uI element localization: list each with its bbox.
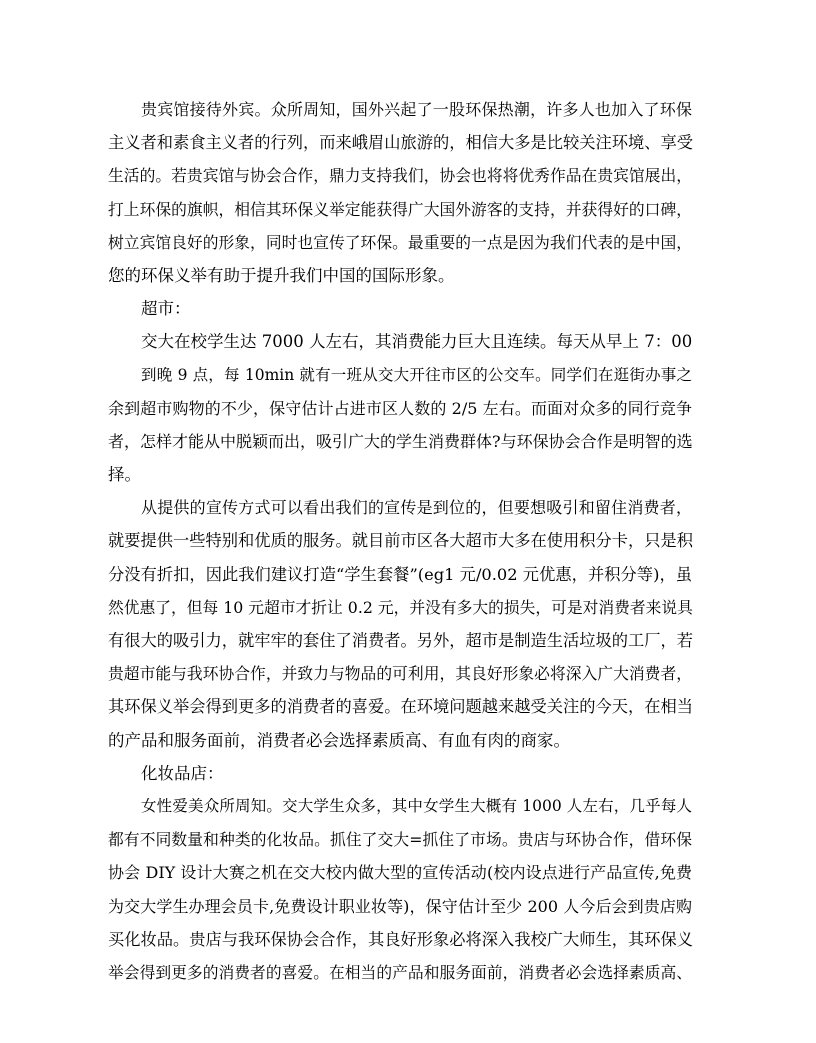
text-line: 买化妆品。贵店与我环保协会合作，其良好形象必将深入我校广大师生，其环保义 [108,929,693,949]
text-line: 您的环保义举有助于提升我们中国的国际形象。 [108,265,455,285]
section-heading: 超市： [141,299,191,319]
text-line: 主义者和素食主义者的行列，而来峨眉山旅游的，相信大多是比较关注环境、享受 [108,133,693,153]
text-line: 树立宾馆良好的形象，同时也宣传了环保。最重要的一点是因为我们代表的是中国， [108,232,692,252]
supermarket-paragraph-1 [108,325,692,358]
text-line: 交大在校学生达 7000 人左右，其消费能力巨大且连续。每天从早上 7：00 [141,332,693,352]
supermarket-heading [108,292,692,325]
text-line: 贵宾馆接待外宾。众所周知，国外兴起了一股环保热潮，许多人也加入了环保 [141,100,692,119]
text-line: 有很大的吸引力，就牢牢的套住了消费者。另外，超市是制造生活垃圾的工厂，若 [108,631,693,650]
text-line: 余到超市购物的不少，保守估计占进市区人数的 2/5 左右。而面对众多的同行竞争 [108,398,692,418]
text-line: 分没有折扣，因此我们建议打造“学生套餐”(eg1 元/0.02 元优惠，并积分等)，虽 [108,564,692,584]
text-line: 择。 [108,465,141,485]
text-line: 生活的。若贵宾馆与协会合作，鼎力支持我们，协会也将将优秀作品在贵宾馆展出， [108,166,692,186]
text-line: 打上环保的旗帜，相信其环保义举定能获得广大国外游客的支持，并获得好的口碑， [108,199,692,219]
document-body [108,93,692,989]
section-heading: 化妆品店： [141,763,224,783]
text-line: 为交大学生办理会员卡,免费设计职业妆等)，保守估计至少 200 人今后会到贵店购 [108,896,692,916]
text-line: 其环保义举会得到更多的消费者的喜爱。在环境问题越来越受关注的今天，在相当 [108,697,693,717]
text-line: 就要提供一些特别和优质的服务。就目前市区各大超市大多在使用积分卡，只是积 [108,531,693,551]
text-line: 的产品和服务面前，消费者必会选择素质高、有血有肉的商家。 [108,730,570,750]
hotel-paragraph [108,93,692,292]
text-line: 然优惠了，但每 10 元超市才折让 0.2 元，并没有多大的损失，可是对消费者来说具 [108,597,693,617]
text-line: 女性爱美众所周知。交大学生众多，其中女学生大概有 1000 人左右，几乎每人 [141,796,692,815]
text-line: 到晚 9 点，每 10min 就有一班从交大开往市区的公交车。同学们在逛街办事之 [141,365,692,384]
text-line: 者，怎样才能从中脱颖而出，吸引广大的学生消费群体?与环保协会合作是明智的选 [108,431,693,451]
cosmetics-heading [108,757,692,790]
cosmetics-paragraph [108,790,692,989]
text-line: 协会 DIY 设计大赛之机在交大校内做大型的宣传活动(校内设点进行产品宣传,免费 [108,863,692,883]
supermarket-paragraph-3 [108,491,692,757]
text-line: 从提供的宣传方式可以看出我们的宣传是到位的，但要想吸引和留住消费者， [141,498,692,518]
text-line: 都有不同数量和种类的化妆品。抓住了交大=抓住了市场。贵店与环协合作，借环保 [108,830,692,850]
text-line: 举会得到更多的消费者的喜爱。在相当的产品和服务面前，消费者必会选择素质高、 [108,962,692,982]
text-line: 贵超市能与我环协合作，并致力与物品的可利用，其良好形象必将深入广大消费者， [108,664,692,684]
supermarket-paragraph-2 [108,359,692,492]
